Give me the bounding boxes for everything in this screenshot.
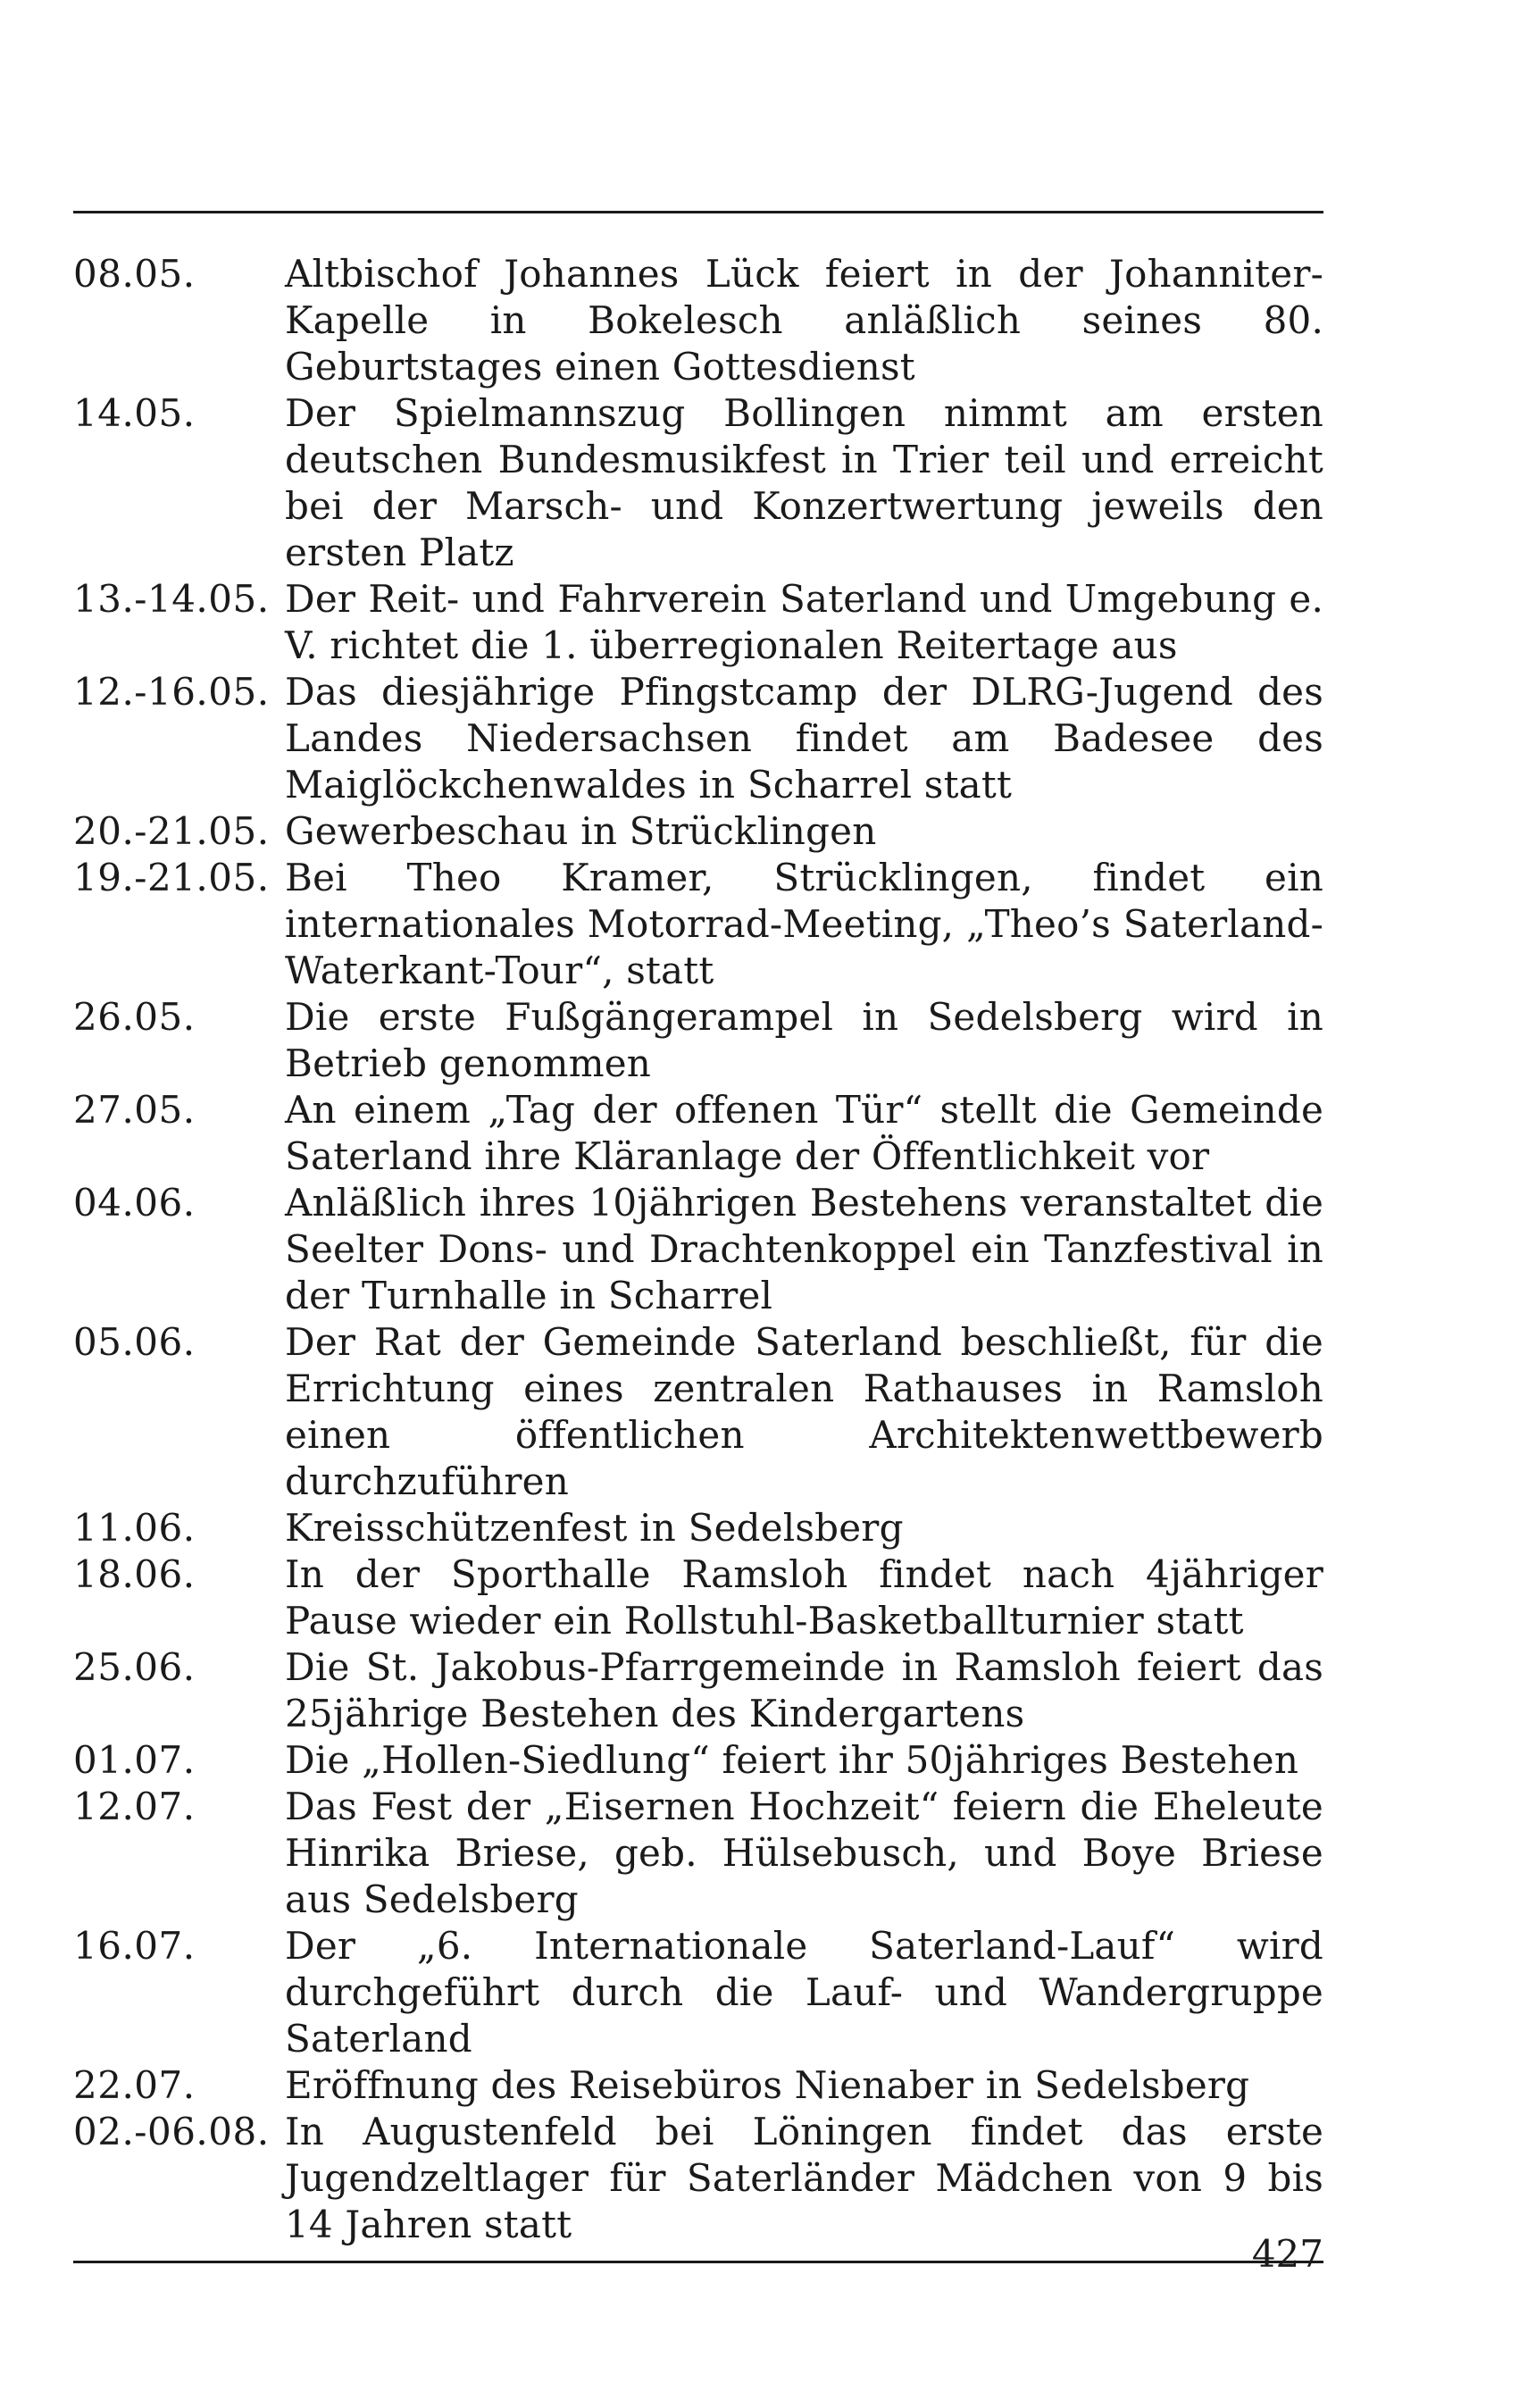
entry-text: An einem „Tag der offenen Tür“ stellt die Gemeinde Saterland ihre Kläranlage der Öffentlichkeit vor	[285, 1088, 1323, 1178]
chronicle-entry	[73, 1644, 1323, 1737]
chronicle-entry	[73, 1180, 1323, 1319]
entry-text: Anläßlich ihres 10jährigen Bestehens veranstaltet die Seelter Dons- und Drachtenkoppel ein Tanzfestival in der Turnhalle in Scharrel	[285, 1181, 1323, 1317]
entry-date: 12.07.	[73, 1785, 196, 1828]
chronicle-entry	[73, 1319, 1323, 1505]
entry-date: 08.05.	[73, 252, 196, 296]
chronicle-entry	[73, 1087, 1323, 1180]
entry-date: 16.07.	[73, 1924, 196, 1968]
entry-text: Das Fest der „Eisernen Hochzeit“ feiern die Eheleute Hinrika Briese, geb. Hülsebusch, und Boye Briese aus Sedelsberg	[285, 1785, 1323, 1921]
page-number: 427	[1251, 2232, 1323, 2276]
chronicle-entry	[73, 1784, 1323, 1923]
chronicle-entry	[73, 251, 1323, 390]
entry-text: Bei Theo Kramer, Strücklingen, findet ein internationales Motorrad-Meeting, „Theo’s Saterland-Waterkant-Tour“, statt	[285, 856, 1323, 992]
entry-text: In Augustenfeld bei Löningen findet das erste Jugendzeltlager für Saterländer Mädchen von 9 bis 14 Jahren statt	[285, 2110, 1323, 2246]
entry-date: 05.06.	[73, 1320, 196, 1364]
entry-date: 20.-21.05.	[73, 809, 270, 853]
entry-text: Die St. Jakobus-Pfarrgemeinde in Ramsloh feiert das 25jährige Bestehen des Kindergartens	[285, 1645, 1323, 1735]
chronicle-entry	[73, 1923, 1323, 2062]
entry-date: 22.07.	[73, 2063, 196, 2107]
entry-text: Der „6. Internationale Saterland-Lauf“ wird durchgeführt durch die Lauf- und Wandergruppe Saterland	[285, 1924, 1323, 2061]
chronicle-entry	[73, 1505, 1323, 1551]
entry-text: Der Spielmannszug Bollingen nimmt am ersten deutschen Bundesmusikfest in Trier teil und erreicht bei der Marsch- und Konzertwertung jeweils den ersten Platz	[285, 391, 1323, 574]
chronicle-entry	[73, 669, 1323, 808]
entry-date: 13.-14.05.	[73, 577, 270, 621]
entry-text: In der Sporthalle Ramsloh findet nach 4jähriger Pause wieder ein Rollstuhl-Basketballturnier statt	[285, 1552, 1323, 1643]
entry-text: Kreisschützenfest in Sedelsberg	[285, 1506, 904, 1550]
entry-text: Der Rat der Gemeinde Saterland beschließt, für die Errichtung eines zentralen Rathauses in Ramsloh einen öffentlichen Architektenwettbewerb durchzuführen	[285, 1320, 1323, 1503]
entry-date: 26.05.	[73, 995, 196, 1039]
entry-text: Das diesjährige Pfingstcamp der DLRG-Jugend des Landes Niedersachsen findet am Badesee des Maiglöckchenwaldes in Scharrel statt	[285, 670, 1323, 807]
entry-date: 02.-06.08.	[73, 2110, 270, 2153]
chronicle-entry	[73, 1551, 1323, 1644]
entry-date: 19.-21.05.	[73, 856, 270, 899]
entry-date: 18.06.	[73, 1552, 196, 1596]
chronicle-entry	[73, 576, 1323, 669]
entry-date: 12.-16.05.	[73, 670, 270, 714]
entry-date: 01.07.	[73, 1738, 196, 1782]
entry-date: 04.06.	[73, 1181, 196, 1225]
entry-text: Die „Hollen-Siedlung“ feiert ihr 50jähriges Bestehen	[285, 1738, 1299, 1782]
chronicle-page	[73, 211, 1323, 2263]
entry-text: Eröffnung des Reisebüros Nienaber in Sedelsberg	[285, 2063, 1250, 2107]
bottom-rule	[73, 2261, 1323, 2263]
entry-text: Der Reit- und Fahrverein Saterland und Umgebung e. V. richtet die 1. überregionalen Reitertage aus	[285, 577, 1323, 667]
chronicle-entry	[73, 994, 1323, 1087]
entry-text: Die erste Fußgängerampel in Sedelsberg wird in Betrieb genommen	[285, 995, 1323, 1085]
entry-date: 25.06.	[73, 1645, 196, 1689]
chronicle-entry-list	[73, 251, 1323, 2248]
chronicle-entry	[73, 1737, 1323, 1784]
entry-text: Gewerbeschau in Strücklingen	[285, 809, 877, 853]
entry-date: 27.05.	[73, 1088, 196, 1132]
chronicle-entry	[73, 855, 1323, 994]
entry-date: 14.05.	[73, 391, 196, 435]
entry-date: 11.06.	[73, 1506, 196, 1550]
chronicle-entry	[73, 390, 1323, 576]
chronicle-entry	[73, 2109, 1323, 2248]
top-rule	[73, 211, 1323, 213]
entry-text: Altbischof Johannes Lück feiert in der Johanniter-Kapelle in Bokelesch anläßlich seines 80. Geburtstages einen Gottesdienst	[285, 252, 1323, 389]
chronicle-entry	[73, 808, 1323, 855]
chronicle-entry	[73, 2062, 1323, 2109]
